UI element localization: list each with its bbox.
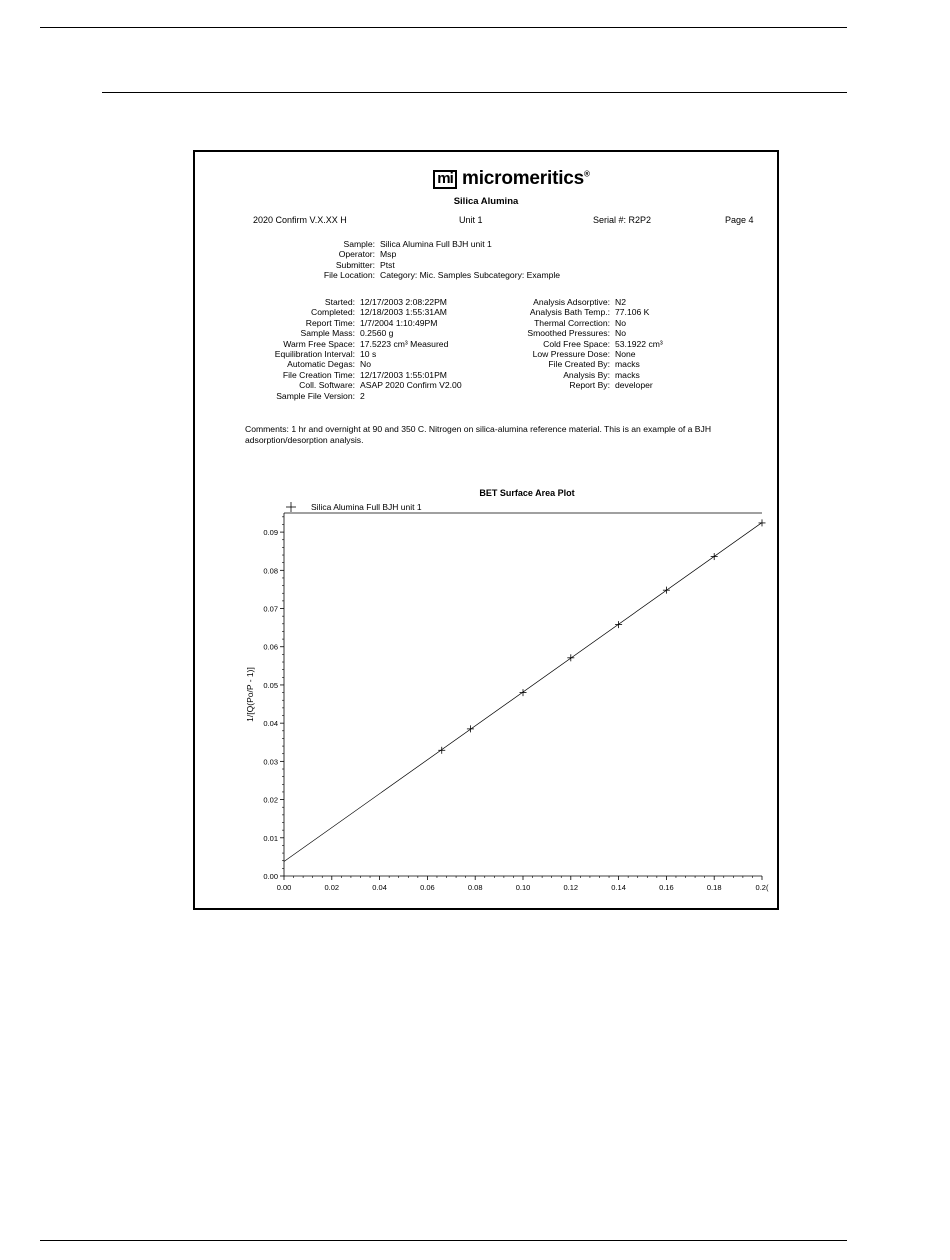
x-tick-label: 0.04	[372, 883, 387, 892]
detail-value: macks	[615, 359, 640, 370]
detail-label: Sample File Version:	[276, 390, 355, 401]
y-tick-label: 0.06	[263, 642, 278, 652]
detail-label: Sample Mass:	[300, 328, 355, 339]
report-page	[193, 150, 779, 910]
detail-label: Equilibration Interval:	[274, 349, 355, 360]
x-tick-label: 0.08	[467, 883, 483, 892]
y-axis-label: 1/[Q(Po/P - 1)]	[245, 667, 255, 722]
page-number: Page 4	[725, 215, 754, 225]
detail-value: No	[615, 317, 626, 328]
detail-row	[195, 391, 462, 401]
data-point	[711, 553, 718, 560]
detail-value: 10 s	[360, 349, 377, 360]
detail-label: Analysis Adsorptive:	[533, 297, 610, 307]
x-tick-label: 0.06	[420, 883, 435, 892]
y-tick-label: 0.02	[263, 795, 278, 805]
detail-label: Warm Free Space:	[283, 338, 355, 349]
y-tick-label: 0.05	[263, 680, 278, 690]
y-tick-label: 0.03	[263, 757, 278, 767]
bet-surface-area-plot	[195, 482, 777, 902]
sample-info-value: Silica Alumina Full BJH unit 1	[380, 239, 492, 249]
detail-label: Cold Free Space:	[543, 338, 610, 349]
detail-value: 77.106 K	[615, 307, 650, 318]
detail-label: Analysis Bath Temp.:	[529, 307, 610, 318]
detail-value: 1/7/2004 1:10:49PM	[360, 317, 438, 328]
sample-info-row	[195, 260, 560, 270]
x-tick-label: 0.14	[611, 883, 626, 892]
y-tick-label: 0.07	[263, 604, 278, 614]
logo-mark-icon: mi	[433, 170, 457, 189]
detail-label: Low Pressure Dose:	[532, 349, 610, 360]
detail-row	[195, 339, 663, 349]
serial-number: Serial #: R2P2	[593, 215, 652, 225]
detail-row	[195, 349, 663, 359]
y-tick-label: 0.00	[263, 872, 278, 881]
sample-info-label: File Location:	[323, 270, 375, 281]
detail-label: Thermal Correction:	[534, 317, 610, 328]
detail-value: 2	[360, 390, 365, 401]
sample-info-value: Ptst	[380, 259, 395, 270]
detail-value: No	[615, 328, 626, 339]
detail-value: 12/17/2003 1:55:01PM	[360, 369, 447, 380]
x-tick-label: 0.16	[659, 883, 674, 892]
bottom-rule	[40, 1240, 847, 1241]
data-point	[759, 519, 766, 526]
x-tick-label: 0.2(	[755, 883, 769, 892]
chart-legend	[286, 502, 422, 512]
detail-row	[195, 307, 663, 317]
detail-value: 17.5223 cm³ Measured	[360, 338, 449, 349]
detail-value: None	[615, 349, 636, 360]
detail-label: Report Time:	[305, 317, 355, 328]
analysis-details-right	[195, 297, 663, 391]
sample-info-value: Category: Mic. Samples Subcategory: Example	[380, 270, 561, 281]
detail-label: Coll. Software:	[299, 380, 355, 391]
x-tick-label: 0.00	[276, 883, 292, 892]
software-version: 2020 Confirm V.X.XX H	[253, 215, 347, 225]
detail-row	[195, 318, 663, 328]
y-tick-label: 0.09	[263, 528, 278, 538]
logo-name: micromeritics	[462, 168, 585, 189]
sample-info-label: Operator:	[338, 249, 375, 260]
detail-label: Report By:	[569, 380, 610, 391]
detail-label: File Creation Time:	[282, 369, 355, 380]
sample-info-label: Submitter:	[335, 259, 375, 270]
top-rule	[40, 27, 847, 28]
detail-value: macks	[615, 369, 640, 380]
detail-value: 12/18/2003 1:55:31AM	[360, 307, 447, 318]
data-point	[663, 587, 670, 594]
detail-label: Analysis By:	[563, 369, 610, 380]
registered-mark: ®	[584, 169, 590, 179]
detail-row	[195, 359, 663, 369]
detail-row	[195, 370, 663, 380]
detail-label: Started:	[324, 297, 355, 307]
chart-title: BET Surface Area Plot	[479, 488, 575, 498]
detail-value: No	[360, 359, 371, 370]
sample-info-row	[195, 239, 560, 249]
detail-value: 53.1922 cm³	[615, 338, 663, 349]
detail-row	[195, 328, 663, 338]
x-tick-label: 0.10	[515, 883, 531, 892]
detail-label: File Created By:	[548, 359, 610, 370]
y-tick-label: 0.01	[263, 833, 278, 843]
detail-value: 12/17/2003 2:08:22PM	[360, 297, 447, 307]
detail-label: Automatic Degas:	[287, 359, 355, 370]
detail-label: Completed:	[311, 307, 355, 318]
sample-info-row	[195, 249, 560, 259]
x-tick-label: 0.02	[324, 883, 340, 892]
detail-value: N2	[615, 297, 626, 307]
sample-info-value: Msp	[380, 249, 397, 260]
sample-info-row	[195, 270, 560, 280]
detail-value: ASAP 2020 Confirm V2.00	[360, 380, 462, 391]
detail-label: Smoothed Pressures:	[527, 328, 610, 339]
detail-row	[195, 380, 663, 390]
sample-info	[195, 239, 560, 281]
unit-label: Unit 1	[459, 215, 483, 225]
report-title: Silica Alumina	[453, 196, 519, 207]
header-rule	[102, 92, 847, 93]
x-tick-label: 0.18	[706, 883, 722, 892]
sample-info-label: Sample:	[343, 239, 375, 249]
detail-value: 0.2560 g	[360, 328, 394, 339]
comments: Comments: 1 hr and overnight at 90 and 350 C. Nitrogen on silica-alumina reference material. This is an example of a BJH adsorption/desorption analysis.	[245, 424, 712, 445]
detail-row	[195, 297, 663, 307]
micromeritics-logo	[433, 168, 590, 190]
legend-label: Silica Alumina Full BJH unit 1	[311, 502, 422, 512]
x-tick-label: 0.12	[563, 883, 579, 892]
y-tick-label: 0.04	[263, 719, 278, 729]
detail-value: developer	[615, 380, 653, 391]
y-tick-label: 0.08	[263, 566, 278, 576]
